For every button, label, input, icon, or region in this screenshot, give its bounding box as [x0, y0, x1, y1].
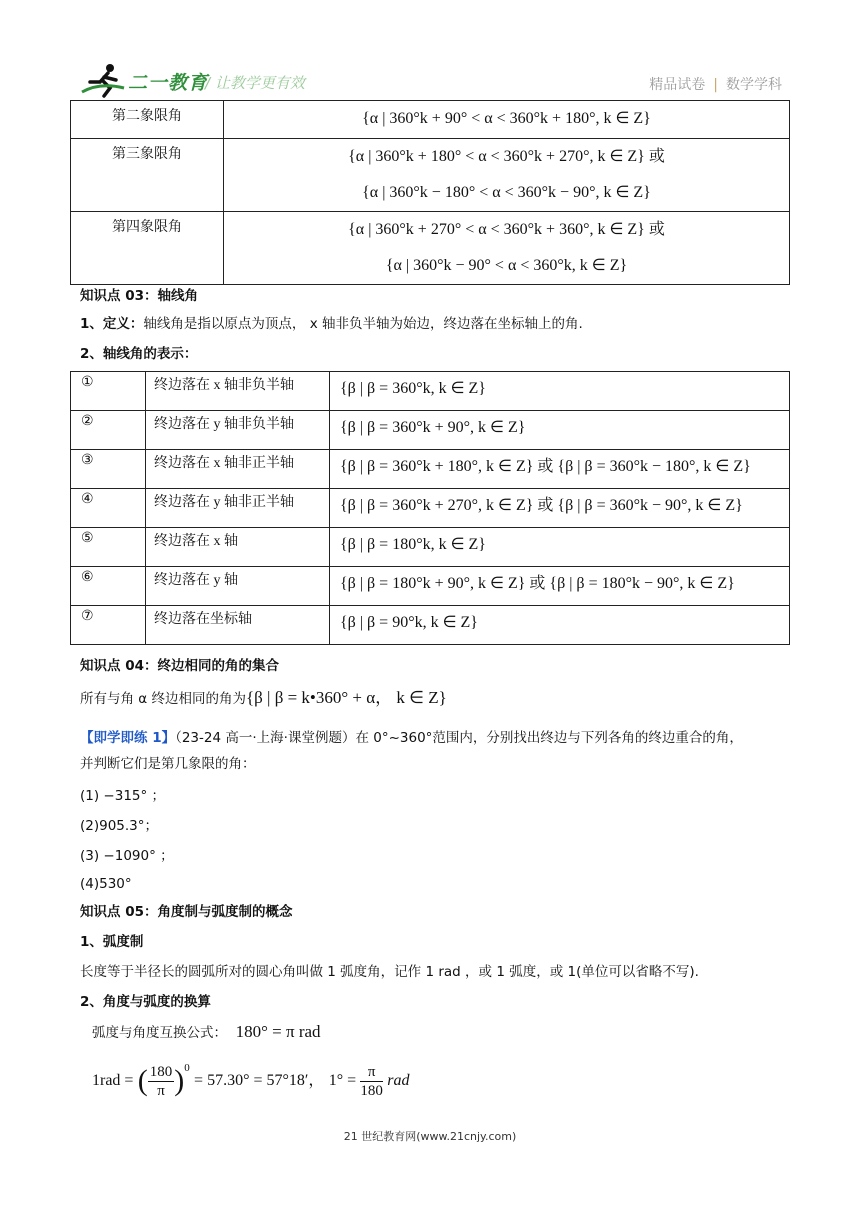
quadrant-label: 第四象限角 [71, 212, 224, 285]
definition-body: 轴线角是指以原点为顶点， x 轴非负半轴为始边，终边落在坐标轴上的角. [143, 316, 583, 332]
coterminal-label: 所有与角 α 终边相同的角为 [80, 691, 246, 707]
set-line: {α | 360°k + 180° < α < 360°k + 270°, k ∈ Z} 或 [348, 148, 665, 165]
exercise-item: (2)905.3°； [80, 818, 159, 834]
row-number: ⑥ [71, 567, 146, 606]
set-line: {α | 360°k − 90° < α < 360°k, k ∈ Z} [385, 257, 628, 274]
formula-label: 弧度与角度互换公式： [92, 1025, 227, 1041]
table-row [71, 372, 790, 411]
page-header [80, 62, 782, 102]
paren-open: ( [137, 1064, 148, 1097]
row-number: ⑤ [71, 528, 146, 567]
fraction [148, 1063, 175, 1100]
row-set: {β | β = 180°k + 90°, k ∈ Z} 或 {β | β = 180°k − 90°, k ∈ Z} [330, 567, 790, 606]
table-row [71, 450, 790, 489]
quadrant-set [224, 212, 790, 285]
section-title: 知识点 05：角度制与弧度制的概念 [80, 904, 293, 920]
exercise [80, 728, 790, 748]
header-label-b: 数学学科 [726, 77, 782, 93]
header-label-a: 精品试卷 [649, 77, 706, 93]
section-title: 知识点 04：终边相同的角的集合 [80, 658, 279, 674]
formula-left: 1rad = [92, 1072, 134, 1089]
subheading: 2、轴线角的表示： [80, 346, 198, 362]
axis-angle-table [70, 371, 790, 645]
unit: rad [387, 1072, 410, 1089]
radian-conversion [92, 1058, 409, 1104]
set-line: {α | 360°k + 90° < α < 360°k + 180°, k ∈ Z} [362, 110, 651, 127]
fraction-den: π [157, 1082, 165, 1099]
row-number: ① [71, 372, 146, 411]
paren-close: ) [174, 1064, 185, 1097]
table-row [71, 139, 790, 212]
table-row [71, 212, 790, 285]
definition [80, 314, 583, 334]
section-title: 知识点 03：轴线角 [80, 288, 198, 304]
quadrant-set [224, 101, 790, 139]
subheading: 1、弧度制 [80, 934, 144, 950]
row-description: 终边落在坐标轴 [146, 606, 330, 645]
row-number: ③ [71, 450, 146, 489]
row-set: {β | β = 360°k + 270°, k ∈ Z} 或 {β | β = 360°k − 90°, k ∈ Z} [330, 489, 790, 528]
conversion-formula [92, 1022, 321, 1043]
table-row [71, 606, 790, 645]
exercise-line: 并判断它们是第几象限的角： [80, 756, 256, 772]
definition-head: 1、定义： [80, 316, 144, 332]
formula: 180° = π rad [235, 1022, 321, 1041]
header-subject [649, 74, 782, 94]
quadrant-table [70, 100, 790, 285]
row-set: {β | β = 360°k + 90°, k ∈ Z} [330, 411, 790, 450]
table-row [71, 528, 790, 567]
exponent: 0 [184, 1062, 190, 1074]
radian-definition: 长度等于半径长的圆弧所对的圆心角叫做 1 弧度角，记作 1 rad ，或 1 弧度，或 1(单位可以省略不写). [80, 964, 699, 980]
formula-degree: 1° = [328, 1072, 357, 1089]
row-description: 终边落在 x 轴 [146, 528, 330, 567]
row-number: ④ [71, 489, 146, 528]
row-description: 终边落在 x 轴非正半轴 [146, 450, 330, 489]
table-row [71, 101, 790, 139]
row-description: 终边落在 y 轴非正半轴 [146, 489, 330, 528]
set-line: {α | 360°k + 270° < α < 360°k + 360°, k ∈ Z} 或 [348, 221, 665, 238]
row-number: ② [71, 411, 146, 450]
row-number: ⑦ [71, 606, 146, 645]
exercise-item: (1) −315° ； [80, 788, 166, 804]
set-line: {α | 360°k − 180° < α < 360°k − 90°, k ∈ Z} [362, 184, 651, 201]
row-description: 终边落在 x 轴非负半轴 [146, 372, 330, 411]
exercise-item: (4)530° [80, 876, 132, 892]
table-row [71, 567, 790, 606]
row-set: {β | β = 360°k, k ∈ Z} [330, 372, 790, 411]
logo-text: 二一教育 [128, 72, 209, 94]
coterminal-text [80, 688, 447, 709]
fraction [360, 1063, 383, 1100]
row-set: {β | β = 180°k, k ∈ Z} [330, 528, 790, 567]
slogan: / 让教学更有效 [205, 74, 305, 92]
quadrant-label: 第二象限角 [71, 101, 224, 139]
fraction-den: 180 [360, 1082, 383, 1099]
row-set: {β | β = 360°k + 180°, k ∈ Z} 或 {β | β = 360°k − 180°, k ∈ Z} [330, 450, 790, 489]
exercise-tag: 【即学即练 1】 [80, 730, 176, 746]
exercise-line: （23-24 高一·上海·课堂例题）在 0°~360°范围内，分别找出终边与下列各角的终边重合的角， [175, 730, 743, 746]
row-set: {β | β = 90°k, k ∈ Z} [330, 606, 790, 645]
fraction-num: 180 [149, 1063, 173, 1080]
coterminal-set: {β | β = k•360° + α， k ∈ Z} [245, 688, 447, 707]
quadrant-label: 第三象限角 [71, 139, 224, 212]
fraction-num: π [360, 1063, 383, 1082]
row-description: 终边落在 y 轴 [146, 567, 330, 606]
exercise-item: (3) −1090° ； [80, 848, 174, 864]
quadrant-set [224, 139, 790, 212]
table-row [71, 489, 790, 528]
table-row [71, 411, 790, 450]
page-footer: 21 世纪教育网(www.21cnjy.com) [343, 1130, 517, 1143]
runner-logo-icon [80, 62, 128, 98]
row-description: 终边落在 y 轴非负半轴 [146, 411, 330, 450]
subheading: 2、角度与弧度的换算 [80, 994, 211, 1010]
header-sep: | [713, 77, 718, 93]
formula-rest: = 57.30° = 57°18′， [194, 1072, 325, 1089]
